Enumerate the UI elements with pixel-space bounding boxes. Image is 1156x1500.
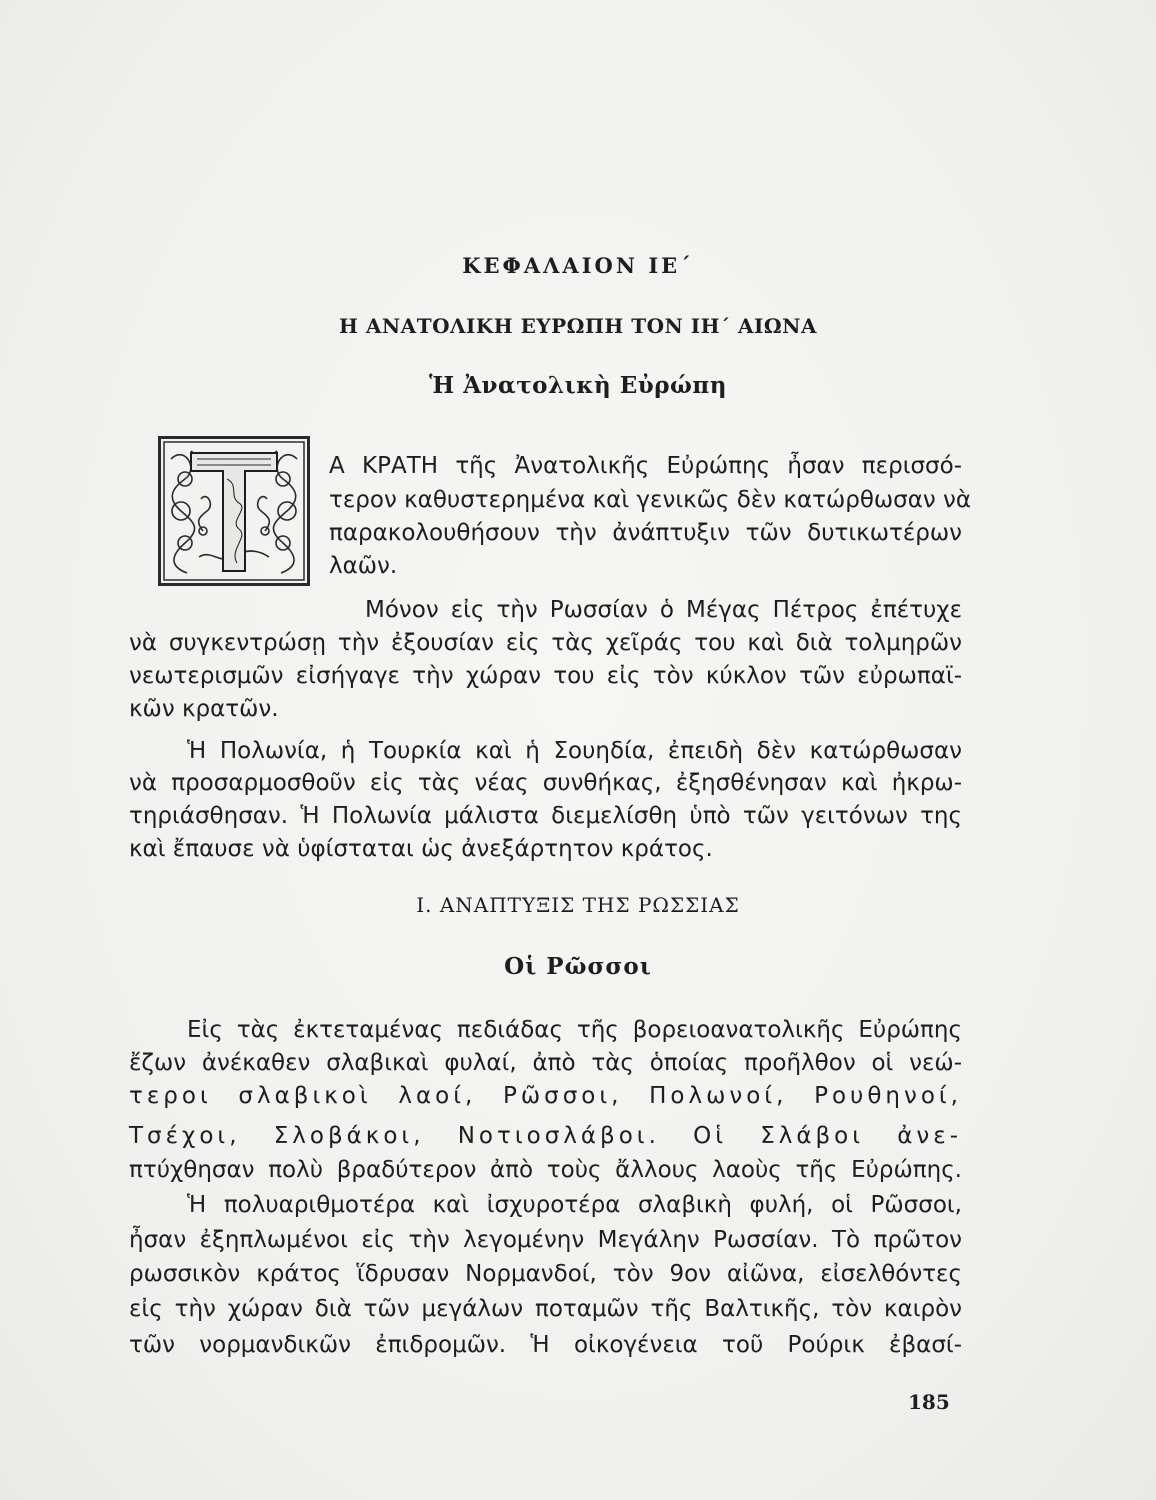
section-heading: Ἡ Ἀνατολικὴ Εὐρώπη	[429, 372, 727, 399]
body-line: Μόνον εἰς τὴν Ρωσσίαν ὁ Μέγας Πέτρος ἐπέτυχε	[365, 597, 962, 623]
page-number: 185	[908, 1390, 950, 1414]
body-line: Τσέχοι, Σλοβάκοι, Νοτιοσλάβοι. Οἱ Σλάβοι ἀνε-	[129, 1123, 962, 1149]
body-line: πτύχθησαν πολὺ βραδύτερον ἀπὸ τοὺς ἄλλους λαοὺς τῆς Εὐρώπης.	[129, 1157, 962, 1183]
body-line: νὰ συγκεντρώσῃ τὴν ἐξουσίαν εἰς τὰς χεῖράς του καὶ διὰ τολμηρῶν	[129, 630, 962, 656]
chapter-label: ΚΕΦΑΛΑΙΟΝ ΙΕ΄	[462, 253, 694, 278]
body-line: ρωσσικὸν κράτος ἵδρυσαν Νορμανδοί, τὸν 9ον αἰῶνα, εἰσελθόντες	[129, 1261, 962, 1287]
part-heading: Ι. ΑΝΑΠΤΥΞΙΣ ΤΗΣ ΡΩΣΣΙΑΣ	[416, 893, 740, 917]
body-line: ἦσαν ἐξηπλωμένοι εἰς τὴν λεγομένην Μεγάλην Ρωσσίαν. Τὸ πρῶτον	[129, 1227, 962, 1253]
body-line: νεωτερισμῶν εἰσήγαγε τὴν χώραν του εἰς τὸν κύκλον τῶν εὐρωπαϊ-	[129, 663, 962, 689]
body-line: Εἰς τὰς ἐκτεταμένας πεδιάδας τῆς βορειοανατολικῆς Εὐρώπης	[187, 1017, 962, 1043]
body-line: κῶν κρατῶν.	[129, 696, 279, 722]
body-line: τηριάσθησαν. Ἡ Πολωνία μάλιστα διεμελίσθη ὑπὸ τῶν γειτόνων της	[129, 803, 962, 829]
body-line: Ἡ πολυαριθμοτέρα καὶ ἰσχυροτέρα σλαβικὴ φυλή, οἱ Ρῶσσοι,	[187, 1192, 962, 1218]
intro-line: τερον καθυστερημένα καὶ γενικῶς δὲν κατώρθωσαν νὰ	[329, 487, 972, 513]
body-line: τῶν νορμανδικῶν ἐπιδρομῶν. Ἡ οἰκογένεια τοῦ Ρούρικ ἐβασί-	[129, 1332, 962, 1358]
body-line: Ἡ Πολωνία, ἡ Τουρκία καὶ ἡ Σουηδία, ἐπειδὴ δὲν κατώρθωσαν	[187, 738, 962, 764]
body-line: καὶ ἔπαυσε νὰ ὑφίσταται ὡς ἀνεξάρτητον κράτος.	[129, 836, 713, 862]
body-line: εἰς τὴν χώραν διὰ τῶν μεγάλων ποταμῶν τῆς Βαλτικῆς, τὸν καιρὸν	[129, 1296, 962, 1322]
ornamental-drop-cap	[158, 436, 310, 586]
ornament-icon	[161, 439, 307, 583]
intro-line: παρακολουθήσουν τὴν ἀνάπτυξιν τῶν δυτικωτέρων	[329, 520, 962, 546]
subsection-heading: Οἱ Ρῶσσοι	[504, 953, 652, 980]
body-line: ἔζων ἀνέκαθεν σλαβικαὶ φυλαί, ἀπὸ τὰς ὁποίας προῆλθον οἱ νεώ-	[129, 1050, 962, 1076]
chapter-title: Η ΑΝΑΤΟΛΙΚΗ ΕΥΡΩΠΗ ΤΟΝ ΙΗ΄ ΑΙΩΝΑ	[339, 314, 817, 338]
body-line: τεροι σλαβικοὶ λαοί, Ρῶσσοι, Πολωνοί, Ρουθηνοί,	[129, 1083, 962, 1109]
intro-line: λαῶν.	[329, 553, 398, 579]
body-line: νὰ προσαρμοσθοῦν εἰς τὰς νέας συνθήκας, ἐξησθένησαν καὶ ἠκρω-	[129, 770, 962, 796]
intro-line: Α ΚΡΑΤΗ τῆς Ἀνατολικῆς Εὐρώπης ἦσαν περισσό-	[329, 453, 962, 479]
